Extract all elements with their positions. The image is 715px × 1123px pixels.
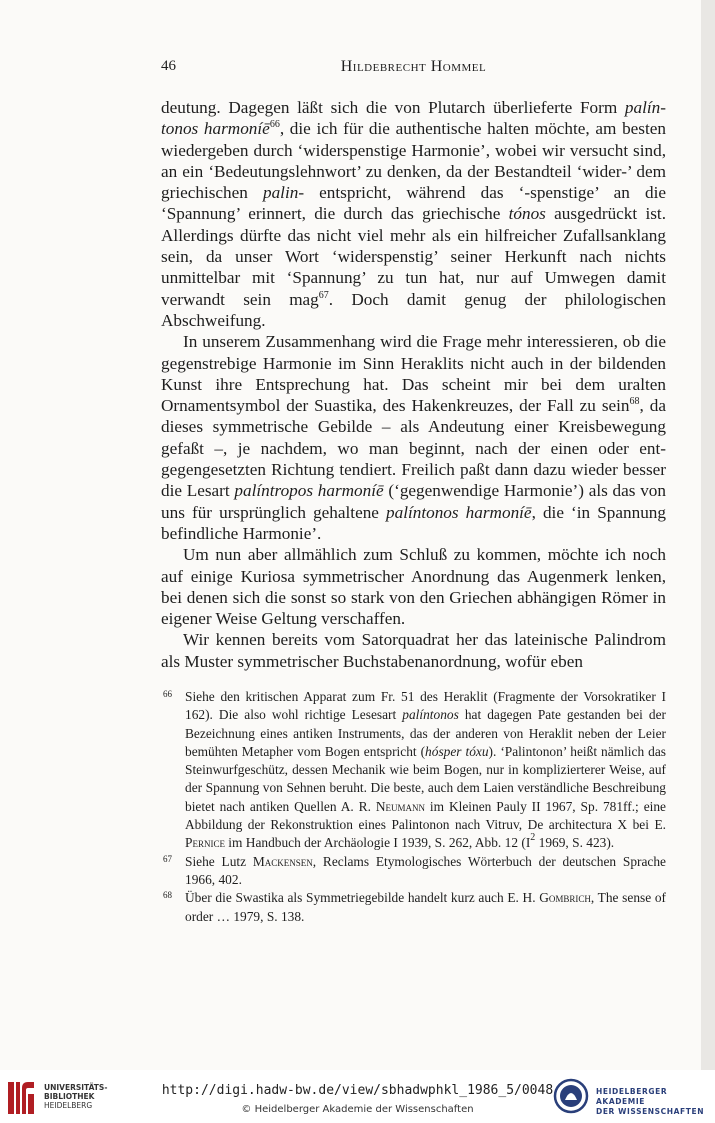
footnote-66 [161,688,666,853]
footnotes [161,688,666,926]
text-run: . Doch damit genug der philologischen Abschweifung. [161,289,666,330]
academy-name-line: HEIDELBERGER AKADEMIE [596,1087,668,1106]
footnote-ref-67[interactable]: 67 [318,289,329,301]
text-run: deutung. Dagegen läßt sich die von Plutarch überlieferte Form [161,98,625,117]
paragraph-3 [161,544,666,629]
text-run: hat dagegen Pate gestanden bei der Bezeichnung eines antiken Instruments, das der anderen von Heraklit neben der Leier bemühten Metapher vom Bogen entspricht ( [185,707,666,759]
paragraph-1 [161,97,666,331]
italic-term: tónos [508,204,546,224]
viewer-footer [0,1070,715,1123]
library-name-line: UNIVERSITÄTS- [44,1083,108,1092]
italic-term: palíntonos harmoníē [161,98,666,139]
paragraph-4 [161,629,666,672]
edition-superscript: 2 [530,832,536,844]
text-run: im Kleinen Pauly II 1967, Sp. 781ff.; eine Abbildung der Rekonstruktion eines Palintonon nach Vitruv, De architectura X bei E. [185,798,666,833]
paragraph-2 [161,331,666,544]
academy-name-line: DER WISSENSCHAFTEN [596,1107,705,1116]
academy-logo-icon[interactable] [553,1078,589,1114]
text-run: Um nun aber allmählich zum Schluß zu kommen, möchte ich noch auf einige Kuriosa symmetrischer Anordnung das Augenmerk lenken, bei denen sich die sonst so stark von den Griechen abhängigen Römer in eigener Weise Geltung verschaffen. [161,545,666,629]
italic-term: palin- [262,183,305,203]
author-name: Pernice [185,835,225,851]
italic-term: palíntonos harmoníē [386,502,532,522]
italic-term: palíntonos [402,707,459,723]
footnote-ref-66[interactable]: 66 [269,119,280,131]
text-run: im Handbuch der Archäologie I 1939, S. 262, Abb. 12 (I [224,835,531,851]
permalink-url[interactable]: http://digi.hadw-bw.de/view/sbhadwphkl_1986_5/0048 [161,1083,554,1098]
footnote-67 [161,853,666,890]
footnote-68 [161,889,666,926]
footnote-number: 66 [163,689,172,699]
author-name: Neumann [375,798,426,814]
text-run: , Reclams Etymologisches Wörterbuch der deutschen Sprache 1966, 402. [185,853,667,887]
library-name-line: BIBLIOTHEK [44,1092,95,1101]
italic-term: hósper tóxu [425,743,489,759]
text-run: entspricht, während das ‘-spenstige’ an die ‘Spannung’ erinnert, die durch das griechische [161,183,666,224]
page-edge [701,0,715,1070]
text-run: ). ‘Palintonon’ heißt nämlich das Steinwurfgeschütz, dessen Mechanik wie beim Bogen, nur in komplizierterer Weise, auf der Spannung von Sehnen beruht. Die beste, auch dem Laien verständliche Beschreibung bietet nach antiken Quellen A. R. [185,743,666,814]
text-run: Wir kennen bereits vom Satorquadrat her das lateinische Palindrom als Muster symmetrischer Buchstabenanordnung, wofür eben [161,630,666,671]
footnote-ref-68[interactable]: 68 [629,396,640,408]
italic-term: palíntropos harmoníē [234,481,384,501]
footnote-number: 68 [163,890,172,901]
footnote-number: 67 [163,853,172,864]
copyright-notice: © Heidelberger Akademie der Wissenschaften [241,1104,474,1115]
academy-name [596,1087,715,1117]
text-run: , die ich für die authentische halten möchte, am besten wiedergeben durch ‘widerspenstige Harmonie’, wobei wir versucht sind, an ein ‘Bedeutungslehnwort’ zu denken, da der Bestandteil ‘wider-’ dem griechischen [161,119,666,203]
text-run: In unserem Zusammenhang wird die Frage mehr interessieren, ob die gegenstrebige Harmonie im Sinn Heraklits nicht auch in der bildenden Kunst ihre Entsprechung hat. Das scheint mir bei dem uralten Ornamentsymbol der Suastika, des Hakenkreuzes, der Fall zu sein [161,332,666,416]
page-header [161,58,666,78]
text-run: Über die Swastika als Symmetriegebilde handelt kurz auch E. H. [185,890,540,906]
text-run: , die ‘in Spannung befindliche Harmonie’. [161,502,666,543]
text-run: Siehe den kritischen Apparat zum Fr. 51 des Heraklit (Fragmente der Vorsokratiker I 162). Die also wohl richtige Lesesart [185,689,666,723]
library-name-line: HEIDELBERG [44,1101,93,1110]
body-text [161,97,666,672]
text-run: (‘gegenwendige Harmonie’) als das von uns für ursprünglich gehaltene [161,481,666,522]
author-name: Mackensen [252,853,313,869]
author-name: Gombrich [539,890,591,906]
text-run: ausgedrückt ist. Allerdings dürfte das nicht viel mehr als ein hilfreicher Zufallsanklang sein, da unser Wort ‘widerspenstig’ seiner Herkunft nach nichts unmittelbar mit ‘Spannung’ zu tun hat, nur auf Umwegen damit verwandt sein mag [161,204,666,309]
running-head: Hildebrecht Hommel [340,58,487,75]
page-number: 46 [161,58,176,74]
text-run: , The sense of order … 1979, S. 138. [185,890,666,924]
text-run: , da dieses symmetrische Gebilde – als Andeutung einer Kreisbewegung gefaßt –, je nachdem, wo man beginnt, nach der einen oder entgegengesetzten Richtung tendiert. Freilich paßt dann dazu wieder besser die Lesart [161,396,666,501]
text-run: 1969, S. 423). [535,835,615,851]
text-run: Siehe Lutz [185,853,253,869]
